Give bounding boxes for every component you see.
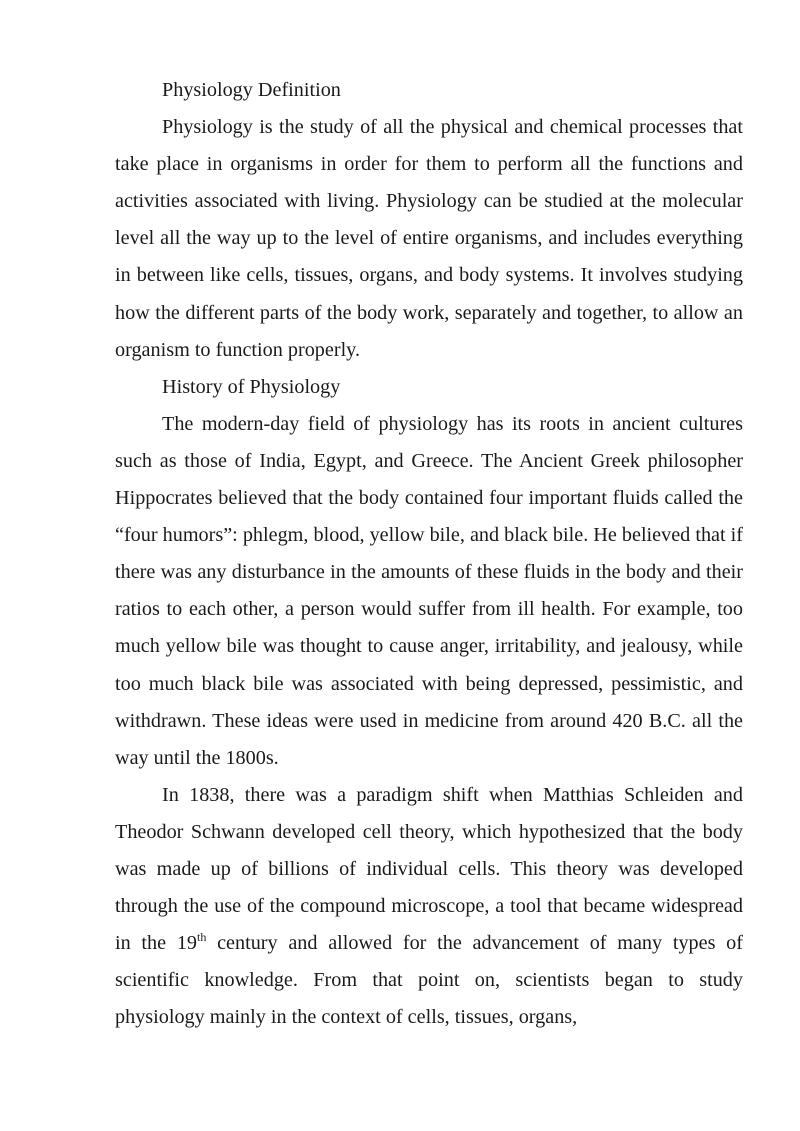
paragraph-history-humors: The modern-day field of physiology has its roots in ancient cultures such as those of India, Egypt, and Greece. The Ancient Greek philosopher Hippocrates believed that the body contained four important fluids called the “four humors”: phlegm, blood, yellow bile, and black bile. He believed that if there was any disturbance in the amounts of these fluids in the body and their ratios to each other, a person would suffer from ill health. For example, too much yellow bile was thought to cause anger, irritability, and jealousy, while too much black bile was associated with being depressed, pessimistic, and withdrawn. These ideas were used in medicine from around 420 B.C. all the way until the 1800s. <box>115 412 743 769</box>
paragraph-text-part: In 1838, there was a paradigm shift when Matthias Schleiden and Theodor Schwann developed cell theory, which hypothesized that the body was made up of billions of individual cells. This theory was developed through the use of the compound microscope, a tool that became widespread in the 19 <box>115 783 743 955</box>
section-heading-definition: Physiology Definition <box>162 79 341 101</box>
paragraph-history-cell-theory <box>115 777 743 1037</box>
paragraph-text-part: century and allowed for the advancement of many types of scientific knowledge. From that point on, scientists began to study physiology mainly in the context of cells, tissues, organs, <box>115 932 743 1029</box>
section-heading-history: History of Physiology <box>162 375 341 398</box>
document-body <box>115 72 743 1036</box>
paragraph-definition: Physiology is the study of all the physical and chemical processes that take place in organisms in order for them to perform all the functions and activities associated with living. Physiology can be studied at the molecular level all the way up to the level of entire organisms, and includes everything in between like cells, tissues, organs, and body systems. It involves studying how the different parts of the body work, separately and together, to allow an organism to function properly. <box>115 116 743 361</box>
superscript-ordinal: th <box>197 930 207 945</box>
